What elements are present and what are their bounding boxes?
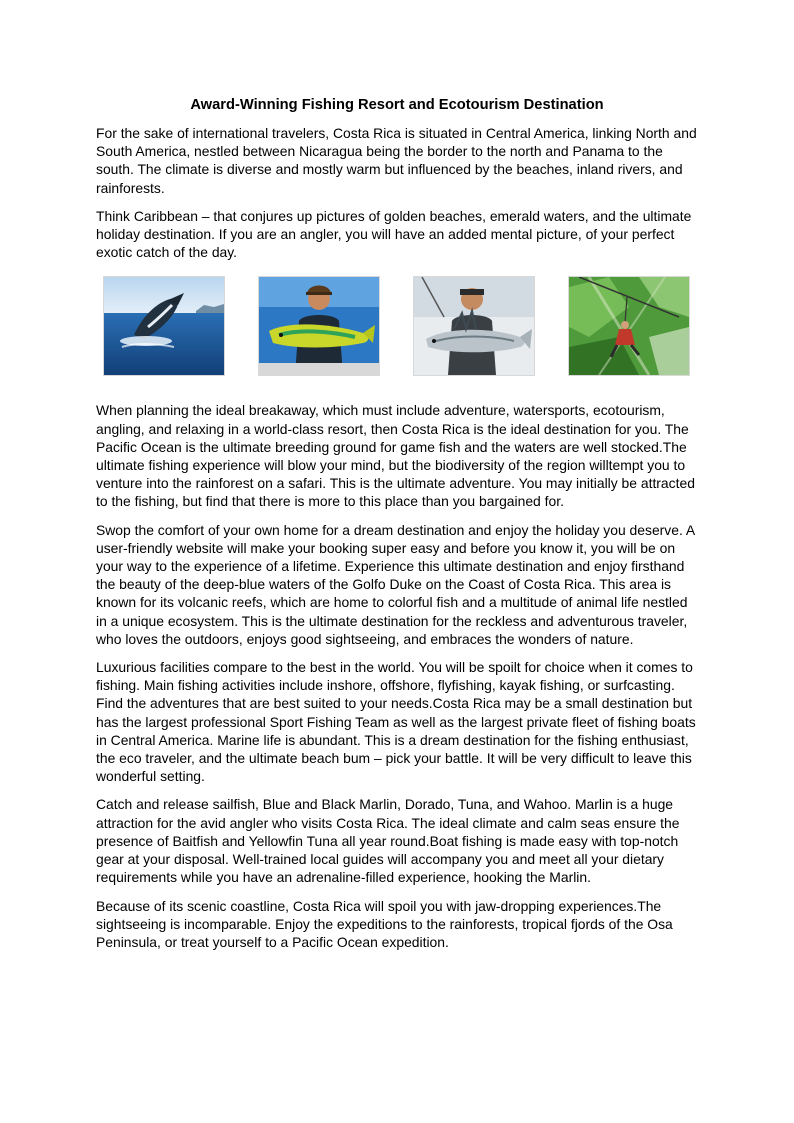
paragraph-dream-destination: Swop the comfort of your own home for a dream destination and enjoy the holiday you deserve. A user-friendly website will make your booking super easy and before you know it, you will be on your way to the experience of a lifetime. Experience this ultimate destination and enjoy firsthand the beauty of the deep-blue waters of the Golfo Duke on the Coast of Costa Rica. This area is known for its volcanic reefs, which are home to colorful fish and a multitude of animal life nestled in a unique ecosystem. This is the ultimate destination for the reckless and adventurous traveler, who loves the outdoors, enjoys good sightseeing, and embraces the wonders of nature. [96, 521, 695, 647]
photo-gallery [96, 277, 698, 377]
document-title: Award-Winning Fishing Resort and Ecotourism Destination [190, 97, 604, 113]
paragraph-breakaway: When planning the ideal breakaway, which must include adventure, watersports, ecotourism, angling, and relaxing in a world-class resort, then Costa Rica is the ideal destination for you. The Pacific Ocean is the ultimate breeding ground for game fish and the waters are well stocked.The ultimate fishing experience will blow your mind, but the biodiversity of the region willtempt you to venture into the rainforest on a safari. This is the ultimate adventure. You may initially be attracted to the fishing, but find that there is more to this place than you bargained for. [96, 402, 695, 510]
paragraph-scenic-coastline: Because of its scenic coastline, Costa Rica will spoil you with jaw-dropping experiences.The sightseeing is incomparable. Enjoy the expeditions to the rainforests, tropical fjords of the Osa Peninsula, or treat yourself to a Pacific Ocean expedition. [96, 897, 673, 950]
whale-photo [104, 277, 224, 375]
zipline-photo [569, 277, 689, 375]
dorado-angler-photo [259, 277, 379, 375]
paragraph-facilities: Luxurious facilities compare to the best in the world. You will be spoilt for choice when it comes to fishing. Main fishing activities include inshore, offshore, flyfishing, kayak fishing, or surfcasting. Find the adventures that are best suited to your needs.Costa Rica may be a small destination but has the largest professional Sport Fishing Team as well as the largest private fleet of fishing boats in Central America. Marine life is abundant. This is a dream destination for the fishing enthusiast, the eco traveler, and the ultimate beach bum – pick your battle. It will be very difficult to leave this wonderful setting. [96, 659, 696, 785]
paragraph-catch-release: Catch and release sailfish, Blue and Black Marlin, Dorado, Tuna, and Wahoo. Marlin is a huge attraction for the avid angler who visits Costa Rica. The ideal climate and calm seas ensure the presence of Baitfish and Yellowfin Tuna all year round.Boat fishing is made easy with top-notch gear at your disposal. Well-trained local guides will accompany you and meet all your dietary requirements while you have an adrenaline-filled experience, hooking the Marlin. [96, 796, 680, 886]
document-page [96, 94, 698, 961]
paragraph-caribbean: Think Caribbean – that conjures up pictures of golden beaches, emerald waters, and the ultimate holiday destination. If you are an angler, you will have an added mental picture, of your perfect exotic catch of the day. [96, 207, 692, 261]
paragraph-intro: For the sake of international travelers, Costa Rica is situated in Central America, linking North and South America, nestled between Nicaragua being the border to the north and Panama to the south. The climate is diverse and mostly warm but influenced by the beaches, inland rivers, and rainforests. [96, 125, 697, 196]
roosterfish-angler-photo [414, 277, 534, 375]
